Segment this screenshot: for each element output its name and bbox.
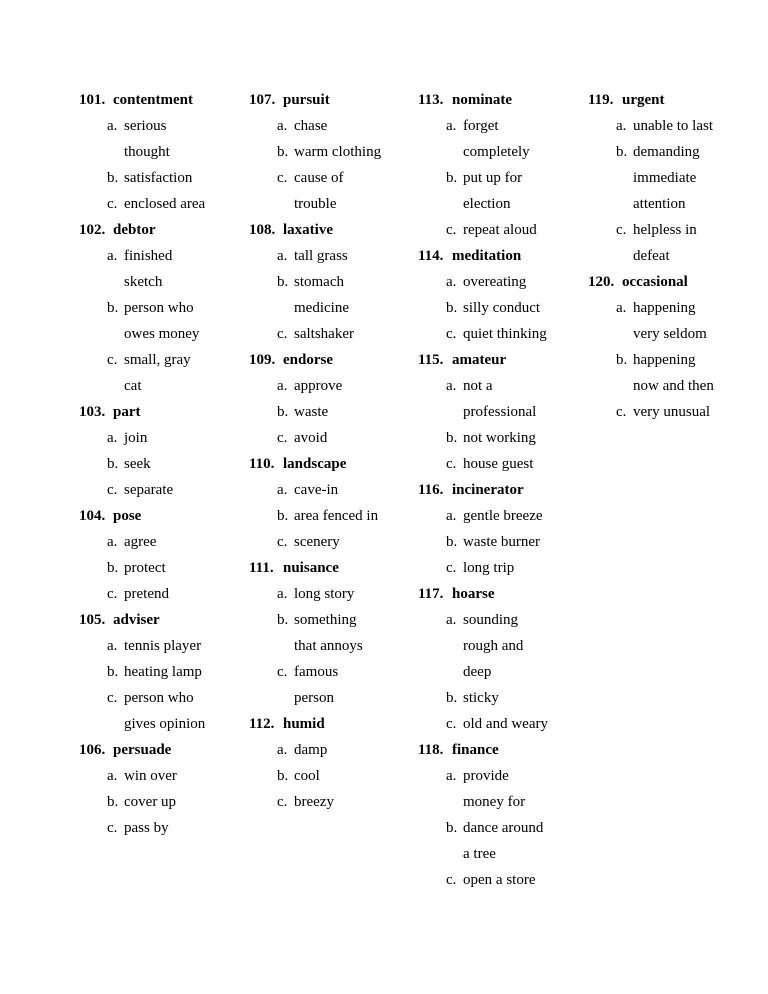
option-letter: b. (277, 612, 289, 628)
answer-option (249, 659, 419, 711)
option-text: cause of (294, 170, 344, 186)
answer-option (588, 347, 758, 399)
option-text: happening (633, 352, 696, 368)
answer-option (249, 789, 419, 815)
option-letter: a. (107, 534, 118, 550)
option-letter: b. (446, 170, 458, 186)
option-text: long trip (463, 560, 515, 576)
option-text: open a store (463, 872, 536, 888)
option-text: sticky (463, 690, 499, 706)
option-text: gives opinion (124, 716, 206, 732)
option-text: heating lamp (124, 664, 202, 680)
answer-option (249, 321, 419, 347)
vocabulary-word: humid (283, 716, 325, 732)
answer-option (79, 165, 249, 191)
question-item (249, 711, 419, 815)
option-letter: c. (107, 352, 118, 368)
option-text: cave-in (294, 482, 339, 498)
option-text: cool (294, 768, 320, 784)
answer-option (249, 425, 419, 451)
question-column-4 (588, 87, 758, 425)
option-text: now and then (633, 378, 714, 394)
vocabulary-word: amateur (452, 352, 507, 368)
answer-option (249, 477, 419, 503)
option-letter: a. (107, 118, 118, 134)
option-text: person (294, 690, 334, 706)
answer-option (249, 399, 419, 425)
option-letter: a. (446, 612, 457, 628)
option-text: enclosed area (124, 196, 206, 212)
option-letter: c. (107, 690, 118, 706)
answer-option (79, 685, 249, 737)
option-text: long story (294, 586, 355, 602)
vocabulary-word: landscape (283, 456, 347, 472)
answer-option (79, 633, 249, 659)
option-text: warm clothing (294, 144, 382, 160)
option-text: protect (124, 560, 166, 576)
answer-option (79, 659, 249, 685)
vocabulary-word: incinerator (452, 482, 524, 498)
question-heading (588, 87, 758, 113)
option-letter: b. (446, 820, 458, 836)
question-number: 115. (418, 352, 444, 368)
answer-option (79, 555, 249, 581)
option-letter: c. (446, 872, 457, 888)
option-text: person who (124, 300, 194, 316)
question-heading (418, 581, 588, 607)
option-letter: c. (107, 482, 118, 498)
answer-option (588, 217, 758, 269)
option-letter: b. (446, 534, 458, 550)
option-text: helpless in (633, 222, 697, 238)
option-text: area fenced in (294, 508, 379, 524)
question-item (418, 737, 588, 893)
vocabulary-word: urgent (622, 92, 665, 108)
option-text: serious (124, 118, 167, 134)
option-text: trouble (294, 196, 337, 212)
option-text: sounding (463, 612, 519, 628)
option-text: sketch (124, 274, 163, 290)
vocabulary-word: part (113, 404, 141, 420)
question-heading (249, 217, 419, 243)
option-letter: a. (107, 768, 118, 784)
option-text: a tree (463, 846, 496, 862)
option-letter: c. (277, 664, 288, 680)
question-item (249, 217, 419, 347)
option-letter: a. (277, 118, 288, 134)
option-text: old and weary (463, 716, 548, 732)
option-text: damp (294, 742, 328, 758)
option-text: unable to last (633, 118, 713, 134)
question-heading (79, 503, 249, 529)
answer-option (418, 763, 588, 815)
question-heading (249, 711, 419, 737)
question-heading (79, 607, 249, 633)
option-letter: c. (277, 326, 288, 342)
question-heading (418, 243, 588, 269)
option-text: chase (294, 118, 328, 134)
vocabulary-word: contentment (113, 92, 193, 108)
vocabulary-word: persuade (113, 742, 172, 758)
option-text: pretend (124, 586, 169, 602)
option-text: join (124, 430, 148, 446)
option-text: election (463, 196, 511, 212)
answer-option (249, 581, 419, 607)
question-heading (418, 87, 588, 113)
option-text: win over (124, 768, 177, 784)
option-text: satisfaction (124, 170, 193, 186)
answer-option (418, 503, 588, 529)
option-letter: b. (616, 144, 628, 160)
option-letter: a. (446, 768, 457, 784)
option-letter: b. (107, 664, 119, 680)
answer-option (418, 815, 588, 867)
answer-option (249, 503, 419, 529)
option-letter: a. (107, 248, 118, 264)
question-number: 110. (249, 456, 275, 472)
option-letter: c. (446, 560, 457, 576)
option-letter: a. (277, 482, 288, 498)
option-letter: c. (277, 794, 288, 810)
option-letter: a. (277, 248, 288, 264)
option-text: saltshaker (294, 326, 354, 342)
question-number: 111. (249, 560, 274, 576)
answer-option (79, 763, 249, 789)
option-letter: a. (446, 508, 457, 524)
answer-option (418, 373, 588, 425)
option-text: agree (124, 534, 157, 550)
answer-option (249, 373, 419, 399)
question-heading (249, 87, 419, 113)
option-letter: b. (446, 430, 458, 446)
answer-option (418, 711, 588, 737)
question-item (249, 555, 419, 711)
question-heading (418, 347, 588, 373)
option-text: medicine (294, 300, 349, 316)
option-letter: a. (446, 118, 457, 134)
answer-option (79, 191, 249, 217)
vocabulary-word: finance (452, 742, 499, 758)
vocabulary-word: pursuit (283, 92, 330, 108)
option-text: attention (633, 196, 686, 212)
question-number: 101. (79, 92, 106, 108)
answer-option (418, 269, 588, 295)
answer-option (79, 815, 249, 841)
option-text: quiet thinking (463, 326, 547, 342)
vocabulary-word: endorse (283, 352, 333, 368)
option-text: finished (124, 248, 173, 264)
answer-option (418, 607, 588, 685)
option-text: demanding (633, 144, 700, 160)
question-heading (79, 87, 249, 113)
answer-option (588, 399, 758, 425)
option-text: overeating (463, 274, 527, 290)
answer-option (249, 763, 419, 789)
option-text: small, gray (124, 352, 191, 368)
vocabulary-word: nuisance (283, 560, 339, 576)
answer-option (249, 269, 419, 321)
vocabulary-word: adviser (113, 612, 160, 628)
question-number: 120. (588, 274, 615, 290)
answer-option (249, 243, 419, 269)
vocabulary-word: pose (113, 508, 142, 524)
question-item (588, 269, 758, 425)
answer-option (418, 555, 588, 581)
option-letter: c. (277, 170, 288, 186)
option-text: stomach (294, 274, 344, 290)
option-letter: a. (446, 274, 457, 290)
vocabulary-word: laxative (283, 222, 333, 238)
question-column-2 (249, 87, 419, 815)
question-heading (79, 217, 249, 243)
option-letter: a. (277, 378, 288, 394)
answer-option (79, 113, 249, 165)
answer-option (79, 529, 249, 555)
question-item (79, 607, 249, 737)
question-heading (249, 555, 419, 581)
answer-option (418, 451, 588, 477)
option-letter: c. (446, 716, 457, 732)
option-text: waste burner (463, 534, 541, 550)
option-text: cat (124, 378, 142, 394)
option-text: defeat (633, 248, 670, 264)
answer-option (79, 477, 249, 503)
option-letter: b. (277, 144, 289, 160)
option-letter: c. (107, 586, 118, 602)
option-text: waste (294, 404, 329, 420)
option-text: house guest (463, 456, 534, 472)
option-letter: b. (277, 274, 289, 290)
question-item (418, 477, 588, 581)
question-item (418, 243, 588, 347)
option-letter: b. (107, 170, 119, 186)
option-letter: c. (277, 534, 288, 550)
vocabulary-word: debtor (113, 222, 156, 238)
option-letter: b. (277, 768, 289, 784)
question-number: 113. (418, 92, 444, 108)
answer-option (79, 451, 249, 477)
option-letter: b. (277, 404, 289, 420)
option-letter: b. (107, 794, 119, 810)
option-letter: c. (107, 820, 118, 836)
option-text: tall grass (294, 248, 348, 264)
option-letter: a. (277, 586, 288, 602)
answer-option (588, 139, 758, 217)
answer-option (588, 113, 758, 139)
question-item (79, 217, 249, 399)
option-text: very seldom (633, 326, 707, 342)
question-number: 103. (79, 404, 106, 420)
answer-option (249, 607, 419, 659)
option-text: forget (463, 118, 499, 134)
question-number: 114. (418, 248, 444, 264)
option-text: not a (463, 378, 493, 394)
question-item (79, 399, 249, 503)
answer-option (79, 295, 249, 347)
question-heading (588, 269, 758, 295)
option-letter: c. (446, 456, 457, 472)
answer-option (418, 217, 588, 243)
question-number: 117. (418, 586, 444, 602)
question-number: 106. (79, 742, 106, 758)
question-number: 119. (588, 92, 614, 108)
answer-option (418, 529, 588, 555)
option-text: provide (463, 768, 509, 784)
option-letter: a. (446, 378, 457, 394)
option-text: that annoys (294, 638, 363, 654)
option-text: thought (124, 144, 170, 160)
option-text: cover up (124, 794, 177, 810)
answer-option (418, 321, 588, 347)
question-heading (249, 347, 419, 373)
question-item (249, 347, 419, 451)
option-text: famous (294, 664, 339, 680)
question-heading (418, 477, 588, 503)
option-letter: b. (107, 560, 119, 576)
option-text: owes money (124, 326, 200, 342)
vocabulary-word: hoarse (452, 586, 495, 602)
option-text: dance around (463, 820, 544, 836)
option-letter: a. (107, 430, 118, 446)
answer-option (79, 789, 249, 815)
answer-option (249, 529, 419, 555)
option-text: silly conduct (463, 300, 541, 316)
answer-option (249, 165, 419, 217)
question-number: 102. (79, 222, 106, 238)
option-letter: a. (616, 300, 627, 316)
option-letter: b. (446, 690, 458, 706)
option-text: something (294, 612, 357, 628)
question-number: 107. (249, 92, 276, 108)
option-letter: c. (277, 430, 288, 446)
option-letter: a. (107, 638, 118, 654)
answer-option (418, 685, 588, 711)
question-heading (418, 737, 588, 763)
option-text: happening (633, 300, 696, 316)
question-heading (79, 737, 249, 763)
answer-option (418, 425, 588, 451)
answer-option (588, 295, 758, 347)
vocabulary-word: meditation (452, 248, 522, 264)
question-item (418, 581, 588, 737)
question-number: 104. (79, 508, 106, 524)
option-text: seek (124, 456, 151, 472)
option-text: professional (463, 404, 537, 420)
option-letter: b. (107, 300, 119, 316)
question-item (79, 503, 249, 607)
option-text: tennis player (124, 638, 202, 654)
option-letter: b. (277, 508, 289, 524)
option-letter: b. (616, 352, 628, 368)
option-letter: b. (107, 456, 119, 472)
option-text: money for (463, 794, 526, 810)
answer-option (418, 113, 588, 165)
question-item (418, 347, 588, 477)
option-text: not working (463, 430, 536, 446)
question-number: 112. (249, 716, 275, 732)
question-item (79, 87, 249, 217)
question-column-3 (418, 87, 588, 893)
option-text: avoid (294, 430, 328, 446)
vocabulary-word: occasional (622, 274, 688, 290)
question-item (79, 737, 249, 841)
option-text: rough and (463, 638, 524, 654)
option-letter: c. (446, 326, 457, 342)
option-letter: c. (446, 222, 457, 238)
answer-option (79, 243, 249, 295)
option-text: pass by (124, 820, 169, 836)
answer-option (249, 139, 419, 165)
question-number: 105. (79, 612, 106, 628)
answer-option (79, 581, 249, 607)
question-heading (79, 399, 249, 425)
question-item (249, 451, 419, 555)
option-letter: c. (616, 222, 627, 238)
option-letter: a. (616, 118, 627, 134)
answer-option (249, 737, 419, 763)
option-text: deep (463, 664, 492, 680)
option-letter: c. (107, 196, 118, 212)
question-item (588, 87, 758, 269)
option-text: completely (463, 144, 530, 160)
answer-option (249, 113, 419, 139)
question-number: 118. (418, 742, 444, 758)
option-text: approve (294, 378, 343, 394)
answer-option (418, 165, 588, 217)
question-heading (249, 451, 419, 477)
option-text: repeat aloud (463, 222, 537, 238)
option-text: scenery (294, 534, 340, 550)
answer-option (418, 867, 588, 893)
question-item (249, 87, 419, 217)
answer-option (418, 295, 588, 321)
question-number: 108. (249, 222, 276, 238)
question-number: 116. (418, 482, 444, 498)
option-letter: c. (616, 404, 627, 420)
option-text: put up for (463, 170, 523, 186)
vocabulary-word: nominate (452, 92, 512, 108)
option-text: breezy (294, 794, 334, 810)
option-text: immediate (633, 170, 697, 186)
answer-option (79, 425, 249, 451)
option-text: separate (124, 482, 174, 498)
question-column-1 (79, 87, 249, 841)
question-item (418, 87, 588, 243)
option-text: gentle breeze (463, 508, 543, 524)
answer-option (79, 347, 249, 399)
option-text: person who (124, 690, 194, 706)
question-number: 109. (249, 352, 276, 368)
option-letter: b. (446, 300, 458, 316)
option-text: very unusual (633, 404, 711, 420)
option-letter: a. (277, 742, 288, 758)
